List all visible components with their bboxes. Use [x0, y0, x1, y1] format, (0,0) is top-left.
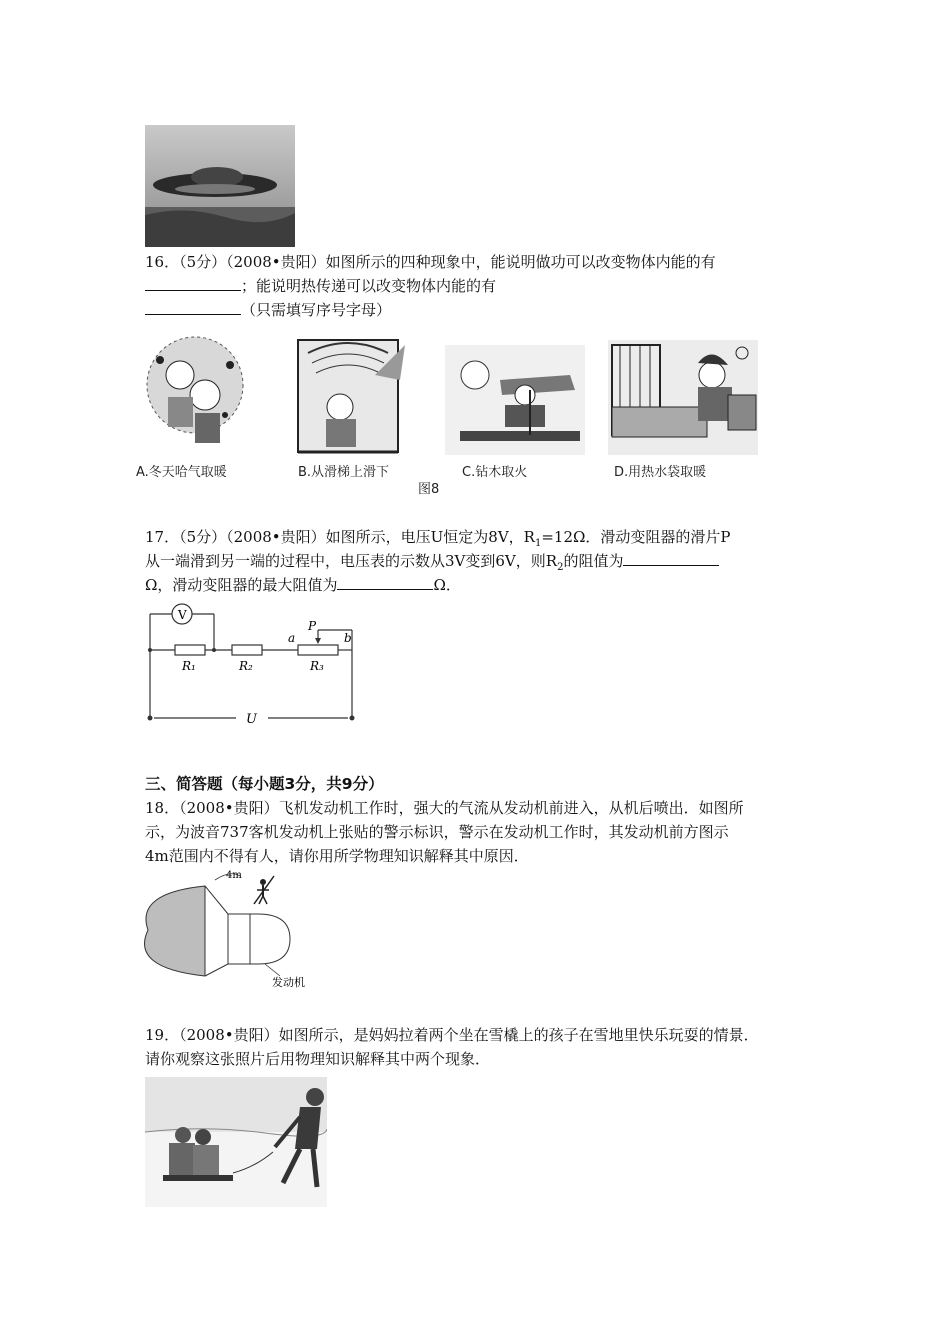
q16-line3-text: （只需填写序号字母）	[241, 301, 392, 319]
q17-line1-sub: 1	[534, 538, 542, 549]
point-b-label: b	[344, 631, 352, 645]
q17-line3-a: Ω，滑动变阻器的最大阻值为	[145, 576, 338, 594]
q17-blank-2[interactable]	[337, 574, 433, 590]
q16-blank-3[interactable]	[145, 299, 241, 315]
r3-label: R₃	[310, 659, 324, 673]
q16-line2-text: ；能说明热传递可以改变物体内能的有	[241, 277, 497, 295]
figure-b-image	[298, 340, 405, 452]
figure-d-image	[608, 340, 758, 455]
q17-line1-a: 17．（5分）（2008•贵阳）如图所示，电压U恒定为8V，R	[145, 528, 535, 546]
section-3-title: 三、简答题（每小题3分，共9分）	[145, 775, 384, 793]
r2-label: R₂	[239, 659, 253, 673]
r1-label: R₁	[182, 659, 196, 673]
q16-line2	[145, 275, 496, 297]
caption-d: D.用热水袋取暖	[614, 465, 707, 480]
q18-line1: 18．（2008•贵阳）飞机发动机工作时，强大的气流从发动机前进入，从机后喷出．如图所	[145, 799, 744, 817]
point-a-label: a	[288, 631, 296, 645]
q16-figure	[130, 335, 770, 495]
caption-b: B.从滑梯上滑下	[298, 465, 390, 480]
voltmeter-label: V	[178, 608, 187, 622]
circuit-diagram	[140, 600, 370, 730]
engine-warning-diagram	[140, 868, 330, 998]
q17-line2-a: 从一端滑到另一端的过程中，电压表的示数从3V变到6V，则R	[145, 552, 558, 570]
q17-line2-sub: 2	[557, 562, 564, 573]
saucer-photo	[145, 125, 295, 247]
figure-c-image	[445, 345, 585, 455]
q17-line1-b: =12Ω．滑动变阻器的滑片P	[541, 528, 731, 546]
q18-line3: 4m范围内不得有人，请你用所学物理知识解释其中原因．	[145, 847, 529, 865]
caption-c: C.钻木取火	[462, 465, 528, 480]
q16-line1: 16．（5分）（2008•贵阳）如图所示的四种现象中，能说明做功可以改变物体内能的有	[145, 253, 716, 271]
q18-line2: 示，为波音737客机发动机上张贴的警示标识，警示在发动机工作时，其发动机前方图示	[145, 823, 729, 841]
caption-a: A.冬天哈气取暖	[136, 465, 227, 480]
figure-a-image	[147, 337, 243, 443]
q16-blank-1[interactable]	[145, 275, 241, 291]
q17-line2-b: 的阻值为	[563, 552, 624, 570]
label-engine: 发动机	[272, 976, 305, 989]
q17-line3-b: Ω．	[433, 576, 461, 594]
slider-p-label: P	[308, 619, 317, 633]
q19-line2: 请你观察这张照片后用物理知识解释其中两个现象．	[145, 1050, 491, 1068]
label-4m: 4m	[226, 870, 242, 881]
voltage-u-label: U	[246, 712, 257, 727]
q19-line1: 19．（2008•贵阳）如图所示，是妈妈拉着两个坐在雪橇上的孩子在雪地里快乐玩耍的情景．	[145, 1026, 759, 1044]
q17-blank-1[interactable]	[623, 550, 719, 566]
sled-photo	[145, 1077, 327, 1207]
figure-label: 图8	[418, 482, 440, 497]
q16-line3	[145, 299, 391, 321]
q17-line3	[145, 574, 461, 596]
